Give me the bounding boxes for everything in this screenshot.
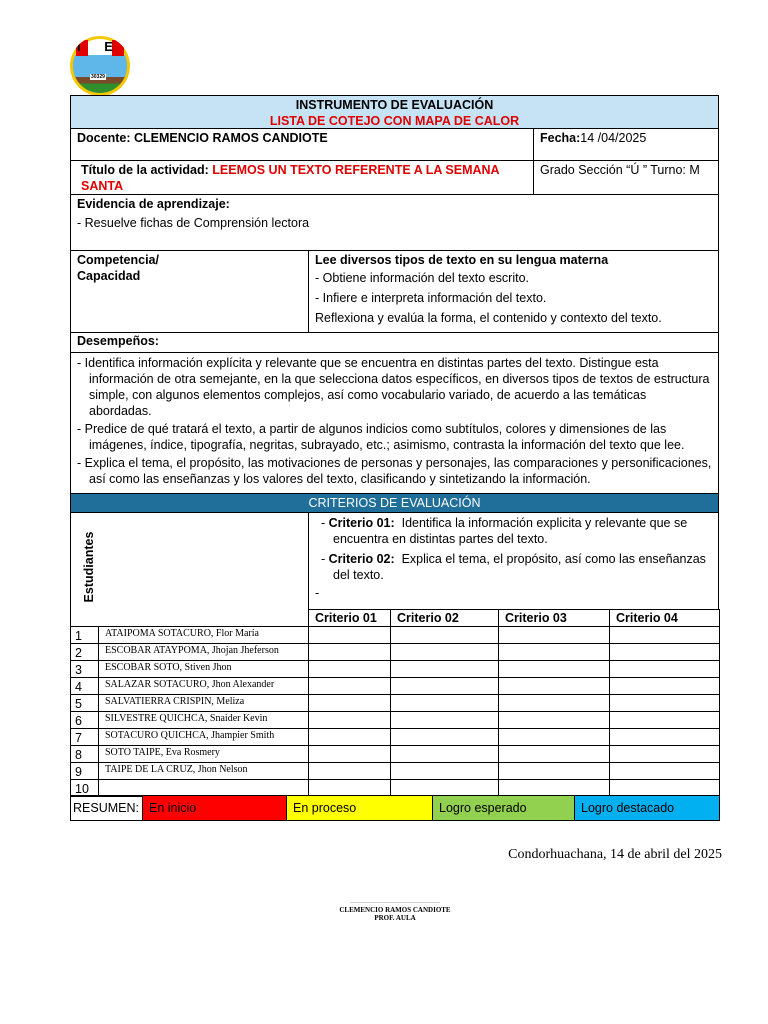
student-name: ESCOBAR SOTO, Stiven Jhon	[98, 660, 309, 678]
criterio-score-cell[interactable]	[609, 762, 720, 780]
criterio-score-cell[interactable]	[609, 711, 720, 729]
docente-name: CLEMENCIO RAMOS CANDIOTE	[133, 131, 328, 145]
criterio-score-cell[interactable]	[498, 762, 610, 780]
criterio-score-cell[interactable]	[498, 677, 610, 695]
criterio-score-cell[interactable]	[390, 677, 499, 695]
fecha-cell: Fecha:14 /04/2025	[533, 128, 719, 161]
criterio-score-cell[interactable]	[390, 745, 499, 763]
school-logo: I E 30329	[70, 36, 130, 96]
student-name: SALVATIERRA CRISPIN, Meliza	[98, 694, 309, 712]
student-name: SALAZAR SOTACURO, Jhon Alexander	[98, 677, 309, 695]
student-number: 6	[70, 711, 99, 729]
legend-en-inicio: En inicio	[142, 795, 287, 821]
student-name: ESCOBAR ATAYPOMA, Jhojan Jheferson	[98, 643, 309, 661]
criterio-score-cell[interactable]	[498, 660, 610, 678]
fecha-value: 14 /04/2025	[580, 131, 647, 145]
criterio-score-cell[interactable]	[609, 694, 720, 712]
criterio-score-cell[interactable]	[498, 728, 610, 746]
student-number: 10	[70, 779, 99, 797]
criterio-score-cell[interactable]	[390, 711, 499, 729]
evidencia-cell: Evidencia de aprendizaje: - Resuelve fichas de Comprensión lectora	[70, 194, 719, 251]
criterio-column-header: Criterio 03	[498, 609, 610, 627]
student-name: SILVESTRE QUICHCA, Snaider Kevin	[98, 711, 309, 729]
docente-cell: Docente: CLEMENCIO RAMOS CANDIOTE	[70, 128, 534, 161]
grado-cell: Grado Sección “Ú ” Turno: M	[533, 160, 719, 195]
criterio-column-header: Criterio 01	[308, 609, 391, 627]
criterio-score-cell[interactable]	[308, 694, 391, 712]
student-number: 2	[70, 643, 99, 661]
student-number: 8	[70, 745, 99, 763]
criterio-score-cell[interactable]	[390, 728, 499, 746]
actividad-cell: Título de la actividad: LEEMOS UN TEXTO REFERENTE A LA SEMANA SANTA	[70, 160, 534, 195]
criterio-score-cell[interactable]	[308, 762, 391, 780]
criterio-column-header: Criterio 04	[609, 609, 720, 627]
criterio-score-cell[interactable]	[390, 660, 499, 678]
criterios-list: - Criterio 01: Identifica la información explicita y relevante que se encuentra en distintas partes del texto. - Criterio 02: Explica el tema, el propósito, así como las enseñanzas del texto. -	[308, 512, 719, 610]
document-title: INSTRUMENTO DE EVALUACIÓN	[295, 98, 494, 112]
student-number: 4	[70, 677, 99, 695]
criterio-score-cell[interactable]	[498, 694, 610, 712]
criterio-score-cell[interactable]	[390, 643, 499, 661]
student-name: SOTACURO QUICHCA, Jhampier Smith	[98, 728, 309, 746]
criterio-score-cell[interactable]	[609, 728, 720, 746]
criterio-score-cell[interactable]	[609, 626, 720, 644]
criterio-score-cell[interactable]	[308, 677, 391, 695]
legend-logro-esperado: Logro esperado	[432, 795, 575, 821]
criterio-score-cell[interactable]	[308, 626, 391, 644]
criterio-score-cell[interactable]	[308, 643, 391, 661]
actividad-title: LEEMOS UN TEXTO REFERENTE A LA SEMANA SANTA	[81, 163, 500, 193]
criterio-column-header: Criterio 02	[390, 609, 499, 627]
criterio-score-cell[interactable]	[498, 626, 610, 644]
resumen-label: RESUMEN:	[70, 795, 143, 821]
criterio-score-cell[interactable]	[308, 745, 391, 763]
student-name: ATAIPOMA SOTACURO, Flor María	[98, 626, 309, 644]
student-number: 1	[70, 626, 99, 644]
criterio-score-cell[interactable]	[498, 745, 610, 763]
criterio-score-cell[interactable]	[498, 711, 610, 729]
criterio-score-cell[interactable]	[390, 762, 499, 780]
student-number: 3	[70, 660, 99, 678]
place-date: Condorhuachana, 14 de abril del 2025	[508, 847, 722, 862]
criterio-score-cell[interactable]	[609, 660, 720, 678]
criterio-score-cell[interactable]	[390, 626, 499, 644]
signature-block: ……………………………………… CLEMENCIO RAMOS CANDIOTE PROF. AULA	[339, 899, 451, 922]
criterio-score-cell[interactable]	[609, 745, 720, 763]
student-name: SOTO TAIPE, Eva Rosmery	[98, 745, 309, 763]
criterio-score-cell[interactable]	[609, 643, 720, 661]
document-header	[70, 95, 719, 129]
legend-logro-destacado: Logro destacado	[574, 795, 720, 821]
criterio-score-cell[interactable]	[498, 643, 610, 661]
document-subtitle: LISTA DE COTEJO CON MAPA DE CALOR	[269, 114, 520, 128]
competencia-content: Lee diversos tipos de texto en su lengua materna - Obtiene información del texto escrito. - Infiere e interpreta información del texto. Reflexiona y evalúa la forma, el contenido y contexto del texto.	[308, 250, 719, 333]
criterio-score-cell[interactable]	[308, 660, 391, 678]
criterios-header: CRITERIOS DE EVALUACIÓN	[70, 493, 719, 513]
student-number: 9	[70, 762, 99, 780]
criterio-score-cell[interactable]	[609, 677, 720, 695]
estudiantes-header: Estudiantes	[70, 512, 309, 627]
competencia-label: Competencia/ Capacidad	[70, 250, 309, 333]
legend-en-proceso: En proceso	[286, 795, 433, 821]
criterio-score-cell[interactable]	[308, 728, 391, 746]
desempenos-cell: Desempeños: - Identifica información explícita y relevante que se encuentra en distintas partes del texto. Distingue esta información de otra semejante, en la que selecciona datos específicos, en diversos tipos de textos de estructura simple, con algunos elementos complejos, así como vocabulario variado, de acuerdo a las temáticas abordadas. - Predice de qué tratará el texto, a partir de algunos indicios como subtítulos, colores y dimensiones de las imágenes, índice, tipografía, negritas, subrayado, etc.; asimismo, contrasta la información del texto que lee. - Explica el tema, el propósito, las motivaciones de personas y personajes, las comparaciones y personificaciones, así como las enseñanzas y los valores del texto, clasificando y sintetizando la información.	[70, 332, 719, 494]
student-number: 7	[70, 728, 99, 746]
student-name: TAIPE DE LA CRUZ, Jhon Nelson	[98, 762, 309, 780]
student-number: 5	[70, 694, 99, 712]
criterio-score-cell[interactable]	[390, 694, 499, 712]
criterio-score-cell[interactable]	[308, 711, 391, 729]
